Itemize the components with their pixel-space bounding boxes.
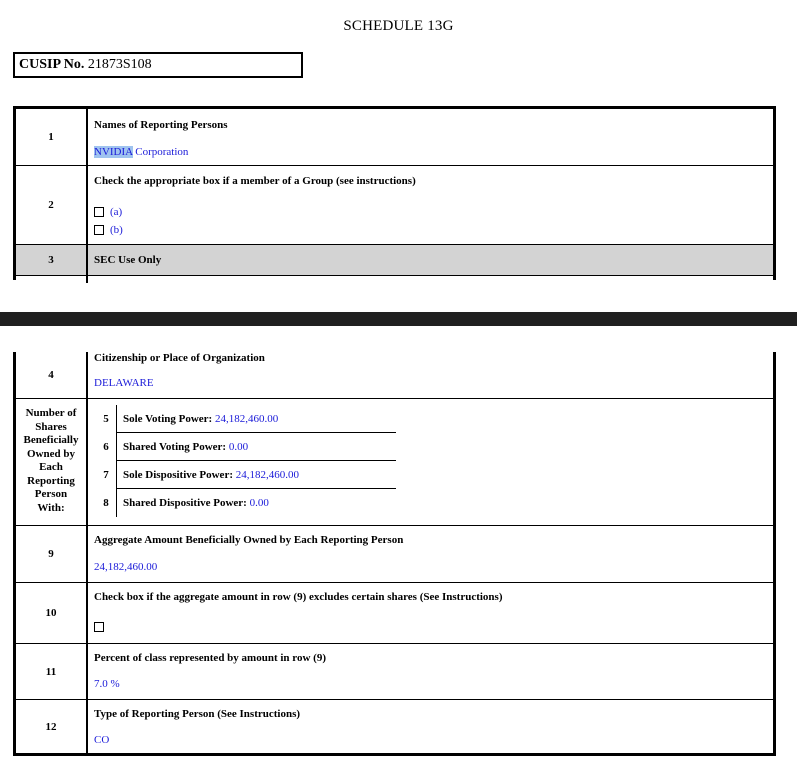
shares-block — [16, 399, 773, 525]
row-2 — [16, 166, 773, 244]
option-a-label: (a) — [110, 206, 123, 218]
exclude-shares-checkbox[interactable] — [94, 622, 104, 632]
row-3 — [16, 245, 773, 275]
checkbox-b[interactable] — [94, 225, 104, 235]
row-number: 12 — [45, 720, 57, 733]
row-4 — [16, 352, 773, 398]
cusip-label: CUSIP No. — [19, 57, 85, 72]
reporting-person-name[interactable] — [94, 146, 188, 158]
shared-dispositive-power: Shared Dispositive Power: 0.00 — [123, 497, 269, 509]
row-number: 1 — [48, 131, 54, 143]
page-divider — [0, 312, 797, 326]
row-label: Citizenship or Place of Organization — [94, 352, 265, 364]
row-number: 3 — [48, 254, 54, 266]
item-number: 7 — [103, 469, 109, 481]
row-label: Percent of class represented by amount in row (9) — [94, 652, 326, 664]
row-number: 9 — [48, 548, 54, 560]
shares-label: Number of Shares Beneficially Owned by Each Reporting Person With: — [23, 407, 79, 514]
sole-dispositive-power: Sole Dispositive Power: 24,182,460.00 — [123, 469, 299, 481]
cover-table-page2 — [13, 352, 776, 756]
group-option-b[interactable] — [94, 224, 123, 236]
row-label: Check the appropriate box if a member of a Group (see instructions) — [94, 175, 416, 187]
item-number: 8 — [103, 497, 109, 509]
exclude-shares-option[interactable] — [94, 621, 110, 633]
reporting-person-type: CO — [94, 734, 110, 746]
row-10 — [16, 583, 773, 643]
row-label: Aggregate Amount Beneficially Owned by Each Reporting Person — [94, 534, 404, 546]
row-12 — [16, 700, 773, 753]
row-label: Check box if the aggregate amount in row (9) excludes certain shares (See Instructions) — [94, 591, 503, 603]
row-label: Names of Reporting Persons — [94, 119, 228, 131]
voting-power-list — [96, 399, 396, 525]
name-highlight: NVIDIA — [94, 146, 133, 158]
sole-voting-power: Sole Voting Power: 24,182,460.00 — [123, 413, 279, 425]
percent-of-class: 7.0 % — [94, 678, 120, 690]
item-number: 5 — [103, 413, 109, 425]
page-title: SCHEDULE 13G — [343, 18, 454, 34]
citizenship-value: DELAWARE — [94, 377, 154, 389]
row-number: 11 — [45, 665, 57, 678]
row-label: SEC Use Only — [94, 254, 162, 266]
checkbox-a[interactable] — [94, 207, 104, 217]
row-number: 4 — [48, 369, 54, 381]
cusip-box — [13, 52, 303, 78]
row-1 — [16, 109, 773, 165]
cusip-value: 21873S108 — [87, 57, 152, 72]
group-option-a[interactable] — [94, 206, 122, 218]
row-label: Type of Reporting Person (See Instructions) — [94, 708, 301, 720]
option-b-label: (b) — [110, 224, 123, 236]
cover-table-page1 — [13, 106, 776, 280]
row-11 — [16, 644, 773, 699]
name-rest: Corporation — [132, 146, 189, 158]
row-number: 10 — [45, 607, 57, 619]
shared-voting-power: Shared Voting Power: 0.00 — [123, 441, 249, 453]
row-number: 2 — [48, 199, 54, 211]
row-9 — [16, 526, 773, 582]
item-number: 6 — [103, 441, 109, 453]
aggregate-amount: 24,182,460.00 — [94, 561, 158, 573]
